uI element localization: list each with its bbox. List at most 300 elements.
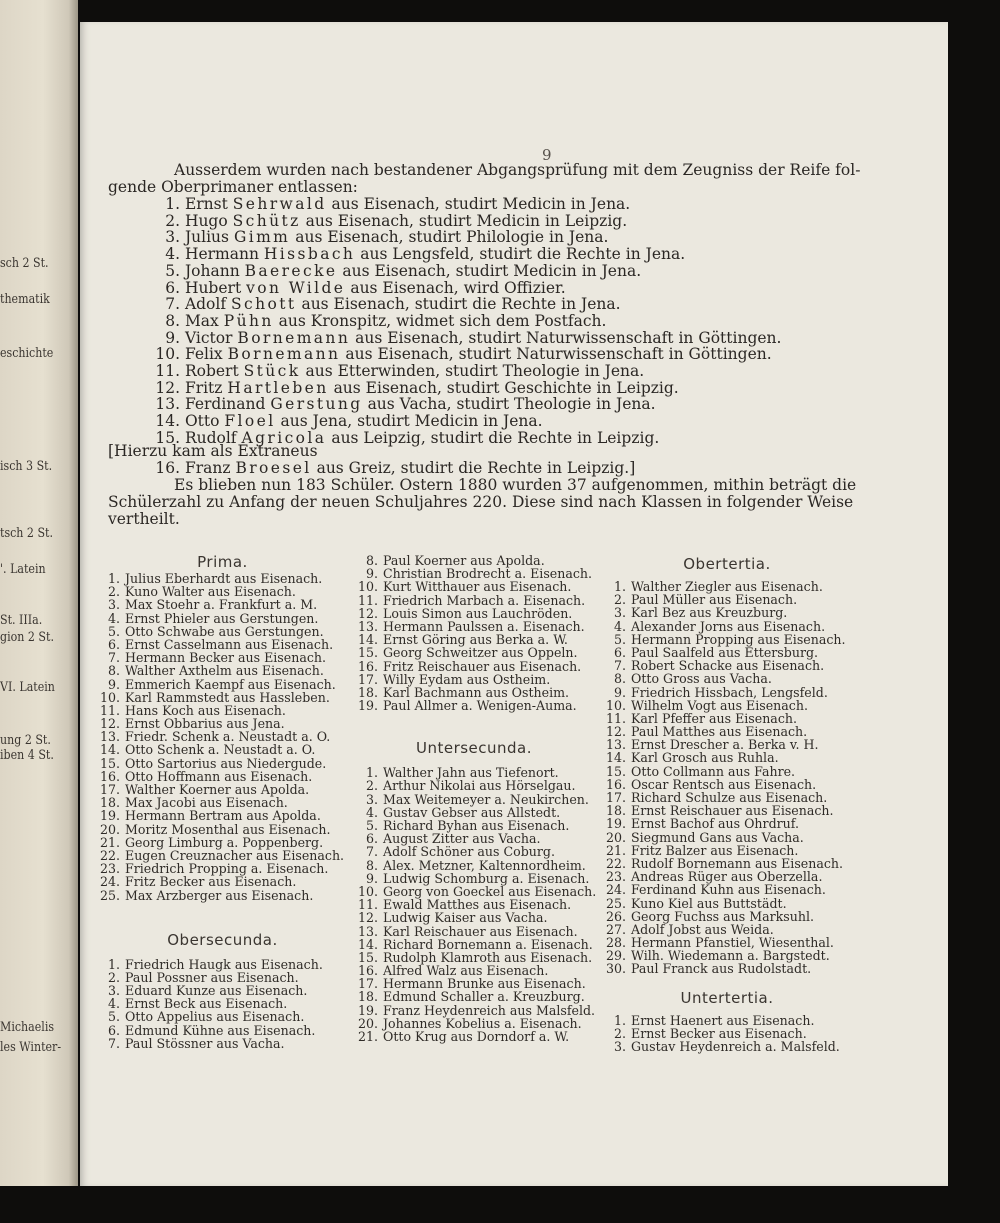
class-list-obersecunda-continued [348, 554, 600, 712]
student-name: Ernst Becker aus Eisenach. [631, 1025, 807, 1041]
student-name: Paul Franck aus Rudolstadt. [631, 961, 812, 977]
student-name: Hans Koch aus Eisenach. [125, 702, 286, 718]
student-name: Karl Rammstedt aus Hassleben. [125, 689, 330, 705]
student-number: 21. [357, 1029, 378, 1044]
student-name: Alexander Jorns aus Eisenach. [631, 618, 826, 634]
student-name: Ernst Beck aus Eisenach. [125, 996, 288, 1012]
student-number: 9. [613, 684, 626, 700]
graduate-details: aus Lengsfeld, studirt die Rechte in Jena. [360, 245, 686, 264]
student-entry [348, 990, 600, 1003]
student-entry [596, 751, 858, 764]
student-number: 4. [107, 996, 120, 1012]
student-name: Moritz Mosenthal aus Eisenach. [125, 821, 331, 837]
student-entry [90, 823, 355, 836]
student-entry [596, 765, 858, 778]
student-number: 25. [605, 895, 626, 911]
graduate-number: 4. [165, 245, 180, 264]
graduate-first-name: Victor [184, 328, 233, 347]
student-name: Walther Axthelm aus Eisenach. [125, 663, 324, 679]
student-name: Paul Matthes aus Eisenach. [631, 724, 808, 740]
student-name: Karl Reischauer aus Eisenach. [383, 923, 578, 939]
summary-line: Es blieben nun 183 Schüler. Ostern 1880 wurden 37 aufgenommen, mithin beträgt die [174, 476, 857, 494]
student-entry [90, 1010, 355, 1023]
student-entry [348, 793, 600, 806]
student-entry [348, 1004, 600, 1017]
previous-page-edge [0, 0, 78, 1186]
student-name: Kurt Witthauer aus Eisenach. [383, 579, 572, 595]
student-number: 6. [365, 831, 378, 847]
intro-line: gende Oberprimaner entlassen: [108, 178, 358, 196]
graduate-first-name: Robert [184, 362, 239, 380]
graduate-first-name: Fritz [184, 378, 223, 397]
student-entry [90, 678, 355, 691]
graduate-number: 14. [155, 412, 180, 431]
student-entry [348, 580, 600, 593]
student-number: 2. [107, 969, 120, 985]
student-name: Karl Grosch aus Ruhla. [631, 750, 779, 766]
student-name: Hermann Pfanstiel, Wiesenthal. [631, 935, 834, 951]
student-name: Georg Fuchss aus Marksuhl. [631, 908, 814, 924]
graduate-first-name: Ernst [184, 195, 228, 213]
student-entry [596, 831, 858, 844]
graduate-details: aus Kronspitz, widmet sich dem Postfach. [278, 311, 607, 330]
student-name: Friedrich Hissbach, Lengsfeld. [631, 684, 828, 700]
student-name: Walther Koerner aus Apolda. [125, 782, 310, 797]
student-entry [90, 625, 355, 638]
student-name: Christian Brodrecht a. Eisenach. [383, 566, 593, 582]
student-number: 18. [357, 684, 378, 700]
graduate-last-name: Agricola [241, 428, 327, 447]
student-number: 26. [605, 908, 626, 924]
graduate-first-name: Hubert [184, 278, 242, 297]
student-entry [596, 1014, 858, 1027]
student-name: Rudolf Bornemann aus Eisenach. [631, 855, 844, 871]
student-entry [90, 809, 355, 822]
column-1 [90, 552, 355, 1050]
student-name: Walther Ziegler aus Eisenach. [631, 579, 823, 594]
graduate-last-name: Bornemann [227, 345, 341, 364]
extraneus-intro: [Hierzu kam als Extraneus [108, 442, 318, 460]
class-heading-obertertia: Obertertia. [683, 555, 771, 573]
student-entry [596, 633, 858, 646]
student-number: 3. [107, 597, 120, 613]
graduate-last-name: Schütz [232, 211, 301, 230]
student-entry [348, 911, 600, 924]
student-entry [596, 672, 858, 685]
student-entry [348, 1030, 600, 1043]
graduate-details: aus Vacha, studirt Theologie in Jena. [367, 395, 656, 414]
student-name: Fritz Reischauer aus Eisenach. [383, 658, 582, 674]
student-number: 14. [605, 750, 626, 766]
margin-note: St. IIIa. [0, 613, 43, 628]
graduate-number: 9. [165, 328, 180, 347]
student-entry [348, 779, 600, 792]
student-number: 5. [107, 1009, 120, 1025]
graduate-last-name: Hartleben [227, 378, 329, 397]
student-number: 4. [107, 610, 120, 626]
class-heading-untersecunda: Untersecunda. [415, 739, 533, 758]
graduate-number: 3. [165, 228, 180, 247]
student-name: Ernst Bachof aus Ohrdruf. [631, 816, 799, 832]
student-number: 6. [613, 644, 626, 660]
student-name: Ernst Phieler aus Gerstungen. [125, 610, 319, 626]
student-name: Alfred Walz aus Eisenach. [383, 963, 549, 979]
student-number: 17. [99, 782, 120, 797]
graduate-details: aus Eisenach, wird Offizier. [350, 278, 566, 297]
student-number: 11. [357, 897, 378, 913]
graduate-first-name: Rudolf [184, 428, 237, 447]
graduate-item [152, 212, 627, 230]
student-name: Hermann Becker aus Eisenach. [125, 650, 327, 666]
student-number: 15. [357, 645, 378, 661]
student-number: 28. [605, 935, 626, 951]
student-number: 22. [605, 855, 626, 871]
student-entry [90, 875, 355, 888]
margin-note: sch 2 St. [0, 256, 49, 271]
student-number: 2. [365, 778, 378, 794]
student-name: Otto Hoffmann aus Eisenach. [125, 768, 313, 784]
graduate-number: 15. [155, 428, 180, 447]
student-name: Richard Schulze aus Eisenach. [631, 790, 828, 805]
student-name: Hermann Bertram aus Apolda. [125, 808, 321, 824]
student-number: 5. [107, 623, 120, 639]
student-name: Friedrich Marbach a. Eisenach. [383, 592, 586, 608]
graduate-item [152, 228, 608, 246]
student-name: Louis Simon aus Lauchröden. [383, 605, 573, 621]
student-number: 9. [107, 676, 120, 692]
graduate-first-name: Johann [184, 261, 240, 280]
student-name: Otto Collmann aus Fahre. [631, 763, 796, 779]
graduate-details: aus Eisenach, studirt Medicin in Jena. [331, 195, 631, 213]
student-number: 10. [357, 883, 378, 899]
student-number: 13. [357, 618, 378, 634]
student-entry [596, 883, 858, 896]
student-number: 19. [99, 808, 120, 824]
graduate-last-name: Gimm [233, 228, 291, 247]
margin-note: '. Latein [0, 562, 46, 577]
student-number: 3. [107, 983, 120, 999]
document-page [80, 22, 948, 1186]
student-name: Max Jacobi aus Eisenach. [125, 795, 288, 811]
graduate-first-name: Ferdinand [184, 395, 266, 414]
student-name: Siegmund Gans aus Vacha. [631, 829, 804, 845]
student-name: Paul Possner aus Eisenach. [125, 969, 299, 985]
student-name: Robert Schacke aus Eisenach. [631, 658, 825, 674]
student-number: 15. [357, 949, 378, 965]
student-name: Andreas Rüger aus Oberzella. [631, 869, 823, 885]
student-number: 18. [605, 803, 626, 819]
student-name: Ernst Drescher a. Berka v. H. [631, 737, 819, 753]
student-name: Hermann Paulssen a. Eisenach. [383, 618, 585, 634]
graduate-last-name: Gerstung [270, 395, 363, 414]
class-heading-prima: Prima. [197, 553, 248, 571]
student-name: Friedrich Propping a. Eisenach. [125, 861, 329, 877]
student-number: 20. [605, 829, 626, 845]
student-name: Emmerich Kaempf aus Eisenach. [125, 676, 336, 692]
graduate-item [152, 395, 656, 413]
student-name: Karl Pfeffer aus Eisenach. [631, 710, 797, 726]
student-name: Richard Bornemann a. Eisenach. [383, 936, 593, 952]
student-entry [596, 606, 858, 619]
student-entry [90, 743, 355, 756]
graduate-last-name: von Wilde [246, 278, 346, 297]
student-number: 4. [365, 804, 378, 820]
student-entry [596, 844, 858, 857]
class-list-untersecunda [348, 766, 600, 1043]
student-name: Paul Stössner aus Vacha. [125, 1035, 285, 1051]
intro-line: Ausserdem wurden nach bestandener Abgangsprüfung mit dem Zeugniss der Reife fol- [174, 161, 861, 179]
student-name: Adolf Schöner aus Coburg. [383, 844, 555, 860]
graduate-first-name: Franz [184, 459, 231, 477]
graduate-last-name: Pühn [223, 311, 274, 330]
student-name: Max Arzberger aus Eisenach. [125, 887, 314, 903]
student-number: 4. [613, 618, 626, 634]
student-number: 23. [605, 869, 626, 885]
graduate-first-name: Felix [184, 345, 223, 364]
student-name: Oscar Rentsch aus Eisenach. [631, 776, 817, 792]
graduate-item [152, 195, 630, 213]
student-name: Otto Gross aus Vacha. [631, 671, 772, 687]
graduate-last-name: Schott [231, 295, 297, 314]
graduate-number: 5. [165, 261, 180, 280]
student-number: 25. [99, 887, 120, 903]
student-entry [90, 612, 355, 625]
student-number: 17. [357, 671, 378, 687]
student-name: Paul Allmer a. Wenigen-Auma. [383, 698, 577, 714]
student-name: Walther Jahn aus Tiefenort. [383, 765, 559, 781]
student-name: Edmund Kühne aus Eisenach. [125, 1022, 316, 1038]
student-number: 9. [365, 566, 378, 582]
student-number: 9. [365, 870, 378, 886]
graduate-last-name: Floel [224, 412, 276, 431]
student-entry [596, 686, 858, 699]
student-entry [348, 845, 600, 858]
graduate-details: aus Eisenach, studirt Medicin in Leipzig. [305, 211, 628, 230]
student-entry [90, 691, 355, 704]
graduate-first-name: Max [184, 311, 219, 330]
student-entry [348, 673, 600, 686]
student-entry [596, 1040, 858, 1053]
column-2 [348, 554, 600, 1043]
student-entry [348, 925, 600, 938]
student-name: Paul Müller aus Eisenach. [631, 592, 798, 608]
graduate-details: aus Eisenach, studirt Philologie in Jena. [295, 228, 609, 247]
student-entry [90, 664, 355, 677]
student-number: 7. [613, 658, 626, 674]
student-number: 18. [99, 795, 120, 811]
student-name: Otto Krug aus Dorndorf a. W. [383, 1029, 570, 1044]
graduate-number: 8. [165, 311, 180, 330]
student-number: 21. [99, 834, 120, 850]
student-name: Paul Saalfeld aus Ettersburg. [631, 644, 819, 660]
student-number: 18. [357, 989, 378, 1005]
graduate-item [152, 362, 644, 380]
student-number: 15. [605, 763, 626, 779]
student-number: 10. [357, 579, 378, 595]
graduate-details: aus Eisenach, studirt Naturwissenschaft in Göttingen. [355, 328, 782, 347]
class-list-untertertia [596, 1014, 858, 1054]
student-name: Alex. Metzner, Kaltennordheim. [383, 857, 586, 873]
student-name: Max Stoehr a. Frankfurt a. M. [125, 597, 318, 613]
student-number: 12. [357, 910, 378, 926]
graduate-item [152, 245, 685, 263]
student-entry [90, 757, 355, 770]
student-number: 7. [107, 650, 120, 666]
graduate-first-name: Hermann [184, 245, 259, 264]
page-number: 9 [542, 146, 552, 164]
graduate-details: aus Etterwinden, studirt Theologie in Jena. [305, 362, 645, 380]
student-number: 13. [99, 729, 120, 745]
student-number: 19. [357, 1002, 378, 1018]
graduate-last-name: Bornemann [237, 328, 351, 347]
student-entry [348, 859, 600, 872]
student-number: 22. [99, 847, 120, 863]
student-number: 11. [357, 592, 378, 608]
student-number: 1. [613, 579, 626, 594]
student-name: Ernst Reischauer aus Eisenach. [631, 803, 834, 819]
student-name: Ferdinand Kuhn aus Eisenach. [631, 882, 826, 898]
class-list-obertertia [596, 580, 858, 976]
student-entry [348, 594, 600, 607]
student-number: 23. [99, 861, 120, 877]
margin-note: Michaelis [0, 1020, 55, 1035]
graduate-details: aus Eisenach, studirt die Rechte in Jena. [301, 295, 621, 314]
student-number: 11. [99, 702, 120, 718]
graduate-item [152, 329, 781, 347]
student-entry [348, 607, 600, 620]
student-name: Max Weitemeyer a. Neukirchen. [383, 791, 589, 807]
student-name: Ludwig Schomburg a. Eisenach. [383, 870, 590, 886]
student-name: Karl Bez aus Kreuzburg. [631, 605, 788, 621]
margin-note: tsch 2 St. [0, 526, 54, 541]
student-number: 1. [107, 571, 120, 586]
student-number: 1. [107, 956, 120, 972]
student-entry [90, 1037, 355, 1050]
student-name: Fritz Becker aus Eisenach. [125, 874, 297, 890]
class-list-prima [90, 572, 355, 902]
student-number: 29. [605, 948, 626, 964]
student-name: Eduard Kunze aus Eisenach. [125, 983, 308, 999]
student-name: Friedr. Schenk a. Neustadt a. O. [125, 729, 331, 745]
student-name: Franz Heydenreich aus Malsfeld. [383, 1002, 596, 1018]
student-name: Otto Schwabe aus Gerstungen. [125, 623, 324, 639]
student-name: Karl Bachmann aus Ostheim. [383, 684, 570, 700]
student-number: 14. [357, 632, 378, 648]
student-name: Rudolph Klamroth aus Eisenach. [383, 949, 593, 965]
graduate-first-name: Otto [184, 412, 220, 431]
student-name: Otto Sartorius aus Niedergude. [125, 755, 327, 771]
student-name: Wilh. Wiedemann a. Bargstedt. [631, 948, 830, 964]
graduate-item [152, 379, 679, 397]
student-name: Arthur Nikolai aus Hörselgau. [383, 778, 576, 794]
student-name: Fritz Balzer aus Eisenach. [631, 842, 799, 858]
class-list-obersecunda [90, 958, 355, 1050]
student-entry [596, 962, 858, 975]
graduate-item [152, 345, 772, 363]
student-entry [596, 699, 858, 712]
student-name: Johannes Kobelius a. Eisenach. [383, 1015, 582, 1031]
student-name: Gustav Gebser aus Allstedt. [383, 804, 561, 820]
student-number: 24. [99, 874, 120, 890]
graduate-item [152, 312, 606, 330]
student-number: 16. [99, 768, 120, 784]
graduate-number: 1. [165, 195, 180, 213]
student-entry [90, 598, 355, 611]
class-heading-untertertia: Untertertia. [680, 988, 774, 1007]
graduate-number: 11. [155, 362, 180, 380]
graduate-last-name: Stück [243, 362, 301, 380]
student-number: 5. [613, 631, 626, 647]
margin-note: gion 2 St. [0, 630, 54, 645]
student-number: 3. [613, 605, 626, 621]
margin-note: les Winter- [0, 1040, 62, 1055]
student-number: 3. [365, 791, 378, 807]
student-entry [90, 836, 355, 849]
graduate-number: 13. [155, 395, 180, 414]
student-number: 12. [357, 605, 378, 621]
student-number: 1. [613, 1012, 626, 1028]
summary-line: vertheilt. [108, 510, 180, 528]
graduate-details: aus Eisenach, studirt Geschichte in Leipzig. [333, 378, 679, 397]
student-number: 19. [357, 698, 378, 714]
margin-note: VI. Latein [0, 680, 55, 695]
graduate-last-name: Sehrwald [232, 195, 327, 213]
student-number: 10. [605, 697, 626, 713]
graduate-details: aus Eisenach, studirt Medicin in Jena. [342, 261, 642, 280]
student-number: 11. [605, 710, 626, 726]
student-name: Friedrich Haugk aus Eisenach. [125, 956, 323, 972]
graduate-number: 2. [165, 211, 180, 230]
student-name: Hermann Brunke aus Eisenach. [383, 976, 586, 992]
student-name: Georg Limburg a. Poppenberg. [125, 834, 324, 850]
student-number: 10. [99, 689, 120, 705]
graduate-details: aus Leipzig, studirt die Rechte in Leipzig. [331, 428, 660, 447]
graduate-first-name: Adolf [184, 295, 227, 314]
graduate-number: 10. [155, 345, 180, 364]
student-entry [90, 958, 355, 971]
graduate-last-name: Broesel [235, 459, 312, 477]
student-entry [596, 817, 858, 830]
student-name: Georg von Goeckel aus Eisenach. [383, 883, 597, 899]
graduate-last-name: Baerecke [244, 261, 338, 280]
graduate-details: aus Jena, studirt Medicin in Jena. [280, 412, 543, 431]
student-name: Willy Eydam aus Ostheim. [383, 671, 551, 687]
student-number: 15. [99, 755, 120, 771]
student-name: Wilhelm Vogt aus Eisenach. [631, 697, 808, 713]
student-name: Kuno Kiel aus Buttstädt. [631, 895, 787, 911]
student-number: 17. [605, 790, 626, 805]
margin-note: iben 4 St. [0, 748, 54, 763]
student-number: 8. [365, 553, 378, 568]
student-number: 16. [357, 658, 378, 674]
student-number: 12. [99, 716, 120, 732]
student-name: Richard Byhan aus Eisenach. [383, 818, 570, 833]
student-name: Ludwig Kaiser aus Vacha. [383, 910, 548, 926]
student-name: Ernst Göring aus Berka a. W. [383, 632, 568, 648]
summary-line: Schülerzahl zu Anfang der neuen Schuljahres 220. Diese sind nach Klassen in folgender Weise [108, 493, 854, 511]
student-number: 19. [605, 816, 626, 832]
student-number: 13. [357, 923, 378, 939]
student-number: 3. [613, 1039, 626, 1054]
student-number: 20. [357, 1015, 378, 1031]
margin-note: isch 3 St. [0, 459, 53, 474]
student-entry [596, 910, 858, 923]
student-number: 8. [365, 857, 378, 873]
student-name: Julius Eberhardt aus Eisenach. [125, 571, 323, 586]
scan-background [948, 0, 1000, 1223]
student-name: Ernst Casselmann aus Eisenach. [125, 636, 334, 652]
student-entry [348, 872, 600, 885]
